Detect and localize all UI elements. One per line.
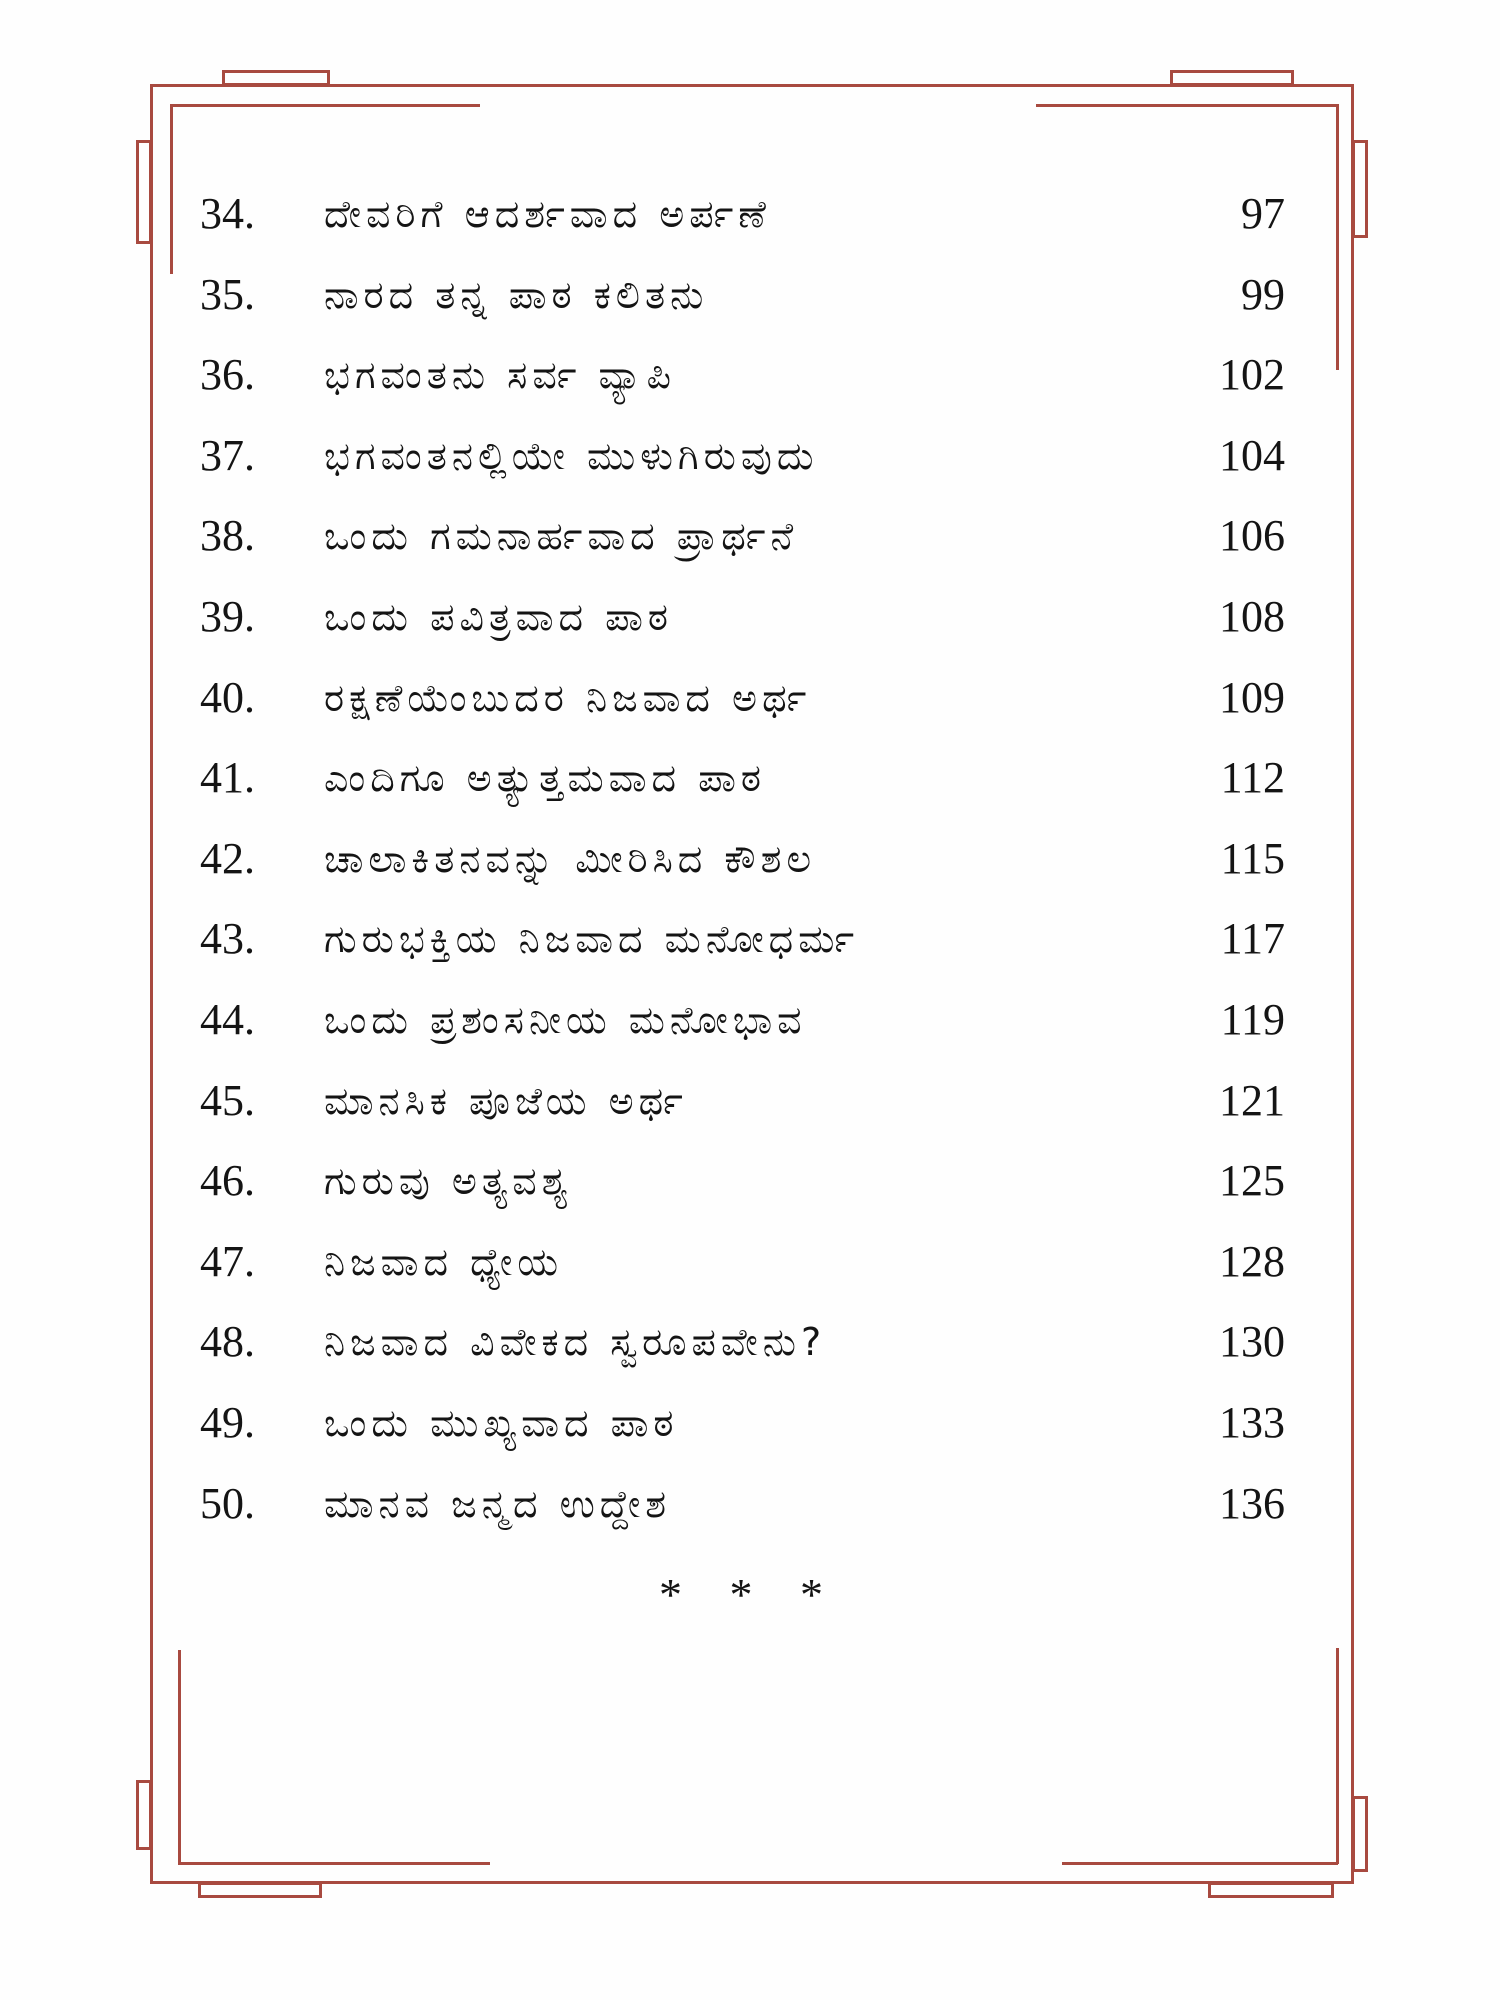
toc-entry-page: 108 [1219, 591, 1285, 641]
toc-entry-number: 50. [200, 1478, 255, 1528]
frame-inner-bottom-right-v [1336, 1648, 1339, 1864]
toc-entry-title: ಮಾನಸಿಕ ಪೂಜೆಯ ಅರ್ಥ [324, 1078, 688, 1123]
toc-entry-title: ಒಂದು ಗಮನಾರ್ಹವಾದ ಪ್ರಾರ್ಥನೆ [324, 514, 799, 559]
toc-entry-number: 42. [200, 833, 255, 883]
frame-inner-bottom-left-v [178, 1650, 181, 1864]
frame-tab-bottom-right [1208, 1882, 1334, 1898]
toc-entry [200, 1075, 1300, 1156]
toc-entry-number: 39. [200, 591, 255, 641]
toc-entry [200, 1316, 1300, 1397]
toc-entry-title: ಒಂದು ಪ್ರಶಂಸನೀಯ ಮನೋಭಾವ [324, 997, 807, 1042]
toc-entry-title: ನಿಜವಾದ ಧ್ಯೇಯ [324, 1239, 564, 1284]
toc-entry-number: 45. [200, 1075, 255, 1125]
toc-entry-page: 104 [1219, 430, 1285, 480]
toc-entry-page: 128 [1219, 1236, 1285, 1286]
toc-entry-page: 102 [1219, 350, 1285, 400]
toc-entry [200, 1478, 1300, 1559]
toc-entry-title: ನಿಜವಾದ ವಿವೇಕದ ಸ್ವರೂಪವೇನು? [324, 1320, 827, 1365]
frame-inner-top-left-v [170, 104, 173, 274]
toc-entry [200, 1155, 1300, 1236]
toc-entry [200, 591, 1300, 672]
toc-entry-title: ಒಂದು ಪವಿತ್ರವಾದ ಪಾಠ [324, 594, 673, 639]
toc-entry-title: ದೇವರಿಗೆ ಆದರ್ಶವಾದ ಅರ್ಪಣೆ [324, 192, 771, 236]
toc-entry-title: ಭಗವಂತನು ಸರ್ವ ವ್ಯಾಪಿ [324, 353, 676, 398]
toc-entry [200, 1236, 1300, 1317]
toc-entry [200, 188, 1300, 269]
frame-tab-left-top [136, 140, 152, 244]
toc-entry-title: ಒಂದು ಮುಖ್ಯವಾದ ಪಾಠ [324, 1400, 679, 1445]
frame-inner-bottom-left-h [178, 1862, 490, 1865]
toc-entry [200, 349, 1300, 430]
frame-tab-top-left [222, 70, 330, 86]
toc-entry-number: 43. [200, 914, 255, 964]
toc-entry-page: 109 [1219, 672, 1285, 722]
toc-entry-number: 49. [200, 1397, 255, 1447]
frame-inner-top-left-h [170, 104, 480, 107]
toc-entry-page: 125 [1219, 1156, 1285, 1206]
toc-entry-number: 35. [200, 269, 255, 319]
toc-entry-page: 97 [1241, 189, 1285, 238]
frame-tab-right-bottom [1352, 1796, 1368, 1872]
frame-tab-bottom-left [198, 1882, 322, 1898]
toc-entry-title: ರಕ್ಷಣೆಯೆಂಬುದರ ನಿಜವಾದ ಅರ್ಥ [324, 675, 812, 720]
toc-entry-page: 117 [1220, 914, 1285, 964]
toc-entry-title: ಭಗವಂತನಲ್ಲಿಯೇ ಮುಳುಗಿರುವುದು [324, 433, 819, 478]
toc-entry [200, 752, 1300, 833]
toc-entry [200, 430, 1300, 511]
frame-tab-top-right [1170, 70, 1294, 86]
frame-inner-top-right-v [1336, 104, 1339, 370]
toc-entry [200, 269, 1300, 350]
toc-entry-page: 99 [1241, 269, 1285, 319]
toc-entry-title: ಚಾಲಾಕಿತನವನ್ನು ಮೀರಿಸಿದ ಕೌಶಲ [324, 836, 817, 881]
toc-entry [200, 510, 1300, 591]
toc-entry-page: 130 [1219, 1317, 1285, 1367]
toc-entry-number: 38. [200, 511, 255, 561]
toc-entry [200, 833, 1300, 914]
toc-entry-number: 46. [200, 1156, 255, 1206]
toc-entry-page: 136 [1219, 1478, 1285, 1528]
toc-entry-page: 133 [1219, 1397, 1285, 1447]
toc-entry-page: 119 [1220, 994, 1285, 1044]
frame-tab-right-top [1352, 140, 1368, 238]
toc-entry-title: ನಾರದ ತನ್ನ ಪಾಠ ಕಲಿತನು [324, 272, 709, 317]
toc-entry-title: ಗುರುಭಕ್ತಿಯ ನಿಜವಾದ ಮನೋಧರ್ಮ [324, 917, 860, 962]
frame-inner-bottom-right-h [1062, 1862, 1338, 1865]
end-mark: * * * [659, 1569, 841, 1620]
toc-entry-title: ಮಾನವ ಜನ್ಮದ ಉದ್ದೇಶ [324, 1481, 672, 1526]
toc-entry-title: ಗುರುವು ಅತ್ಯವಶ್ಯ [324, 1159, 573, 1204]
toc-entry-page: 115 [1220, 833, 1285, 883]
frame-tab-left-bottom [136, 1780, 152, 1850]
toc-entry-number: 40. [200, 672, 255, 722]
toc-entry-number: 37. [200, 430, 255, 480]
toc-entry-number: 41. [200, 753, 255, 803]
toc-entry-page: 106 [1219, 511, 1285, 561]
toc-entry [200, 672, 1300, 753]
toc-entry [200, 1397, 1300, 1478]
toc-entry-number: 44. [200, 994, 255, 1044]
frame-inner-top-right-h [1036, 104, 1338, 107]
toc-entry [200, 913, 1300, 994]
toc-entry-page: 112 [1220, 753, 1285, 803]
toc-entry-title: ಎಂದಿಗೂ ಅತ್ಯುತ್ತಮವಾದ ಪಾಠ [324, 756, 766, 801]
toc-entry-number: 36. [200, 350, 255, 400]
toc-entry-number: 34. [200, 189, 255, 238]
toc-entry [200, 994, 1300, 1075]
toc-entry-page: 121 [1219, 1075, 1285, 1125]
table-of-contents [200, 188, 1300, 1558]
toc-entry-number: 48. [200, 1317, 255, 1367]
toc-entry-number: 47. [200, 1236, 255, 1286]
